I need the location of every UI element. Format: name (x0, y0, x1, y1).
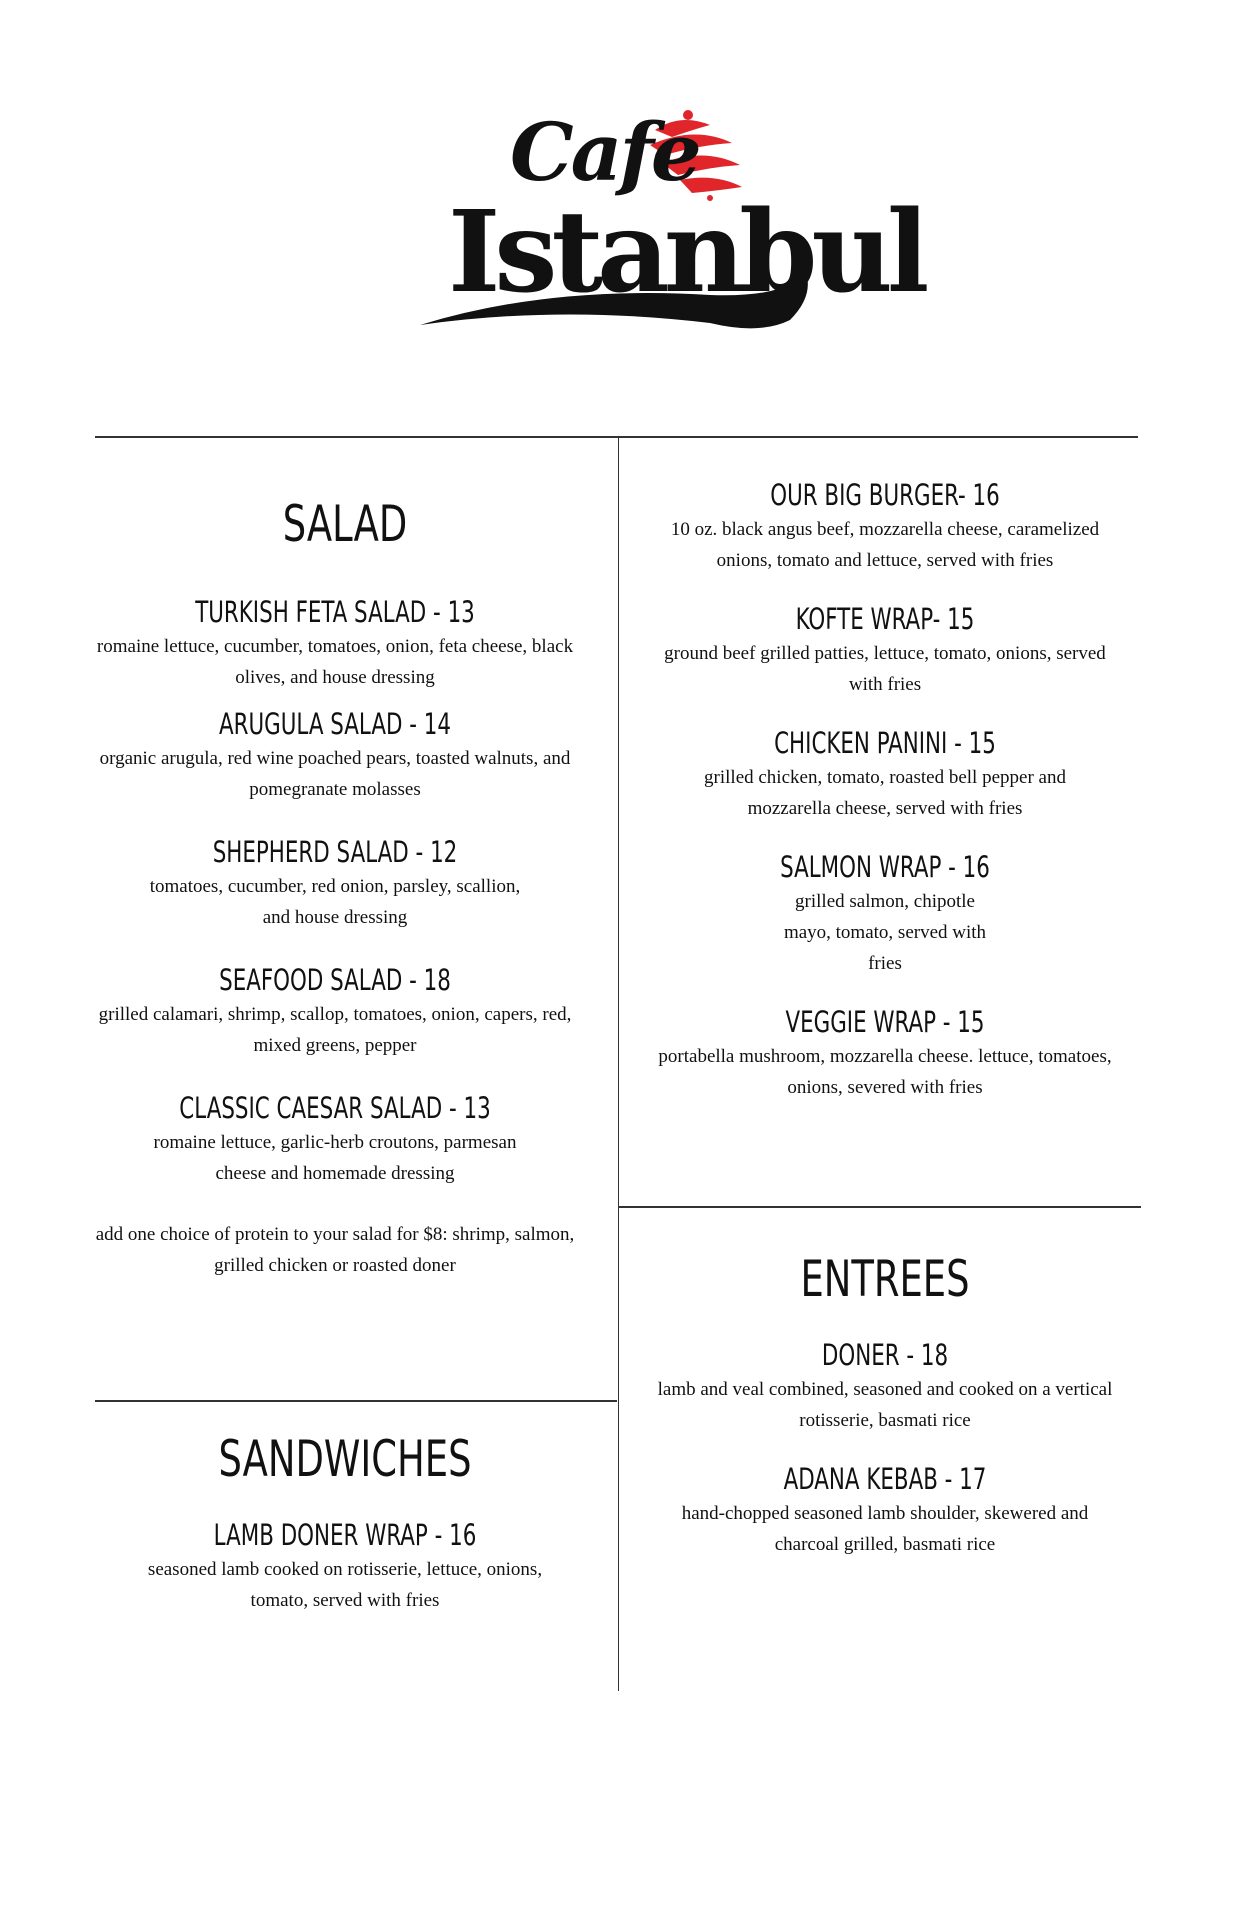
item-name: VEGGIE WRAP - 15 (785, 1005, 985, 1039)
item-name: ARUGULA SALAD - 14 (218, 707, 452, 741)
logo-text-istanbul: Istanbul (448, 187, 924, 318)
menu-item (650, 478, 1120, 576)
logo-text-cafe: Cafe (510, 105, 699, 199)
item-name: KOFTE WRAP- 15 (795, 602, 975, 636)
item-description: grilled chicken, tomato, roasted bell pepper and mozzarella cheese, served with fries (704, 767, 1066, 819)
item-description: romaine lettuce, cucumber, tomatoes, onion, feta cheese, black olives, and house dressing (96, 636, 574, 688)
item-name: DONER - 18 (821, 1338, 949, 1372)
item-description: lamb and veal combined, seasoned and cooked on a vertical rotisserie, basmati rice (657, 1379, 1113, 1431)
brand-logo (410, 95, 924, 335)
item-name: TURKISH FETA SALAD - 13 (195, 595, 475, 629)
menu-item (650, 1462, 1120, 1560)
entrees-title: ENTREES (800, 1250, 970, 1308)
item-name: CHICKEN PANINI - 15 (774, 726, 996, 760)
item-name: SALMON WRAP - 16 (780, 850, 990, 884)
item-description: romaine lettuce, garlic-herb croutons, parmesan cheese and homemade dressing (153, 1132, 517, 1184)
top-divider (95, 436, 1138, 438)
salad-title: SALAD (282, 495, 408, 553)
menu-item (650, 1005, 1120, 1103)
item-description: tomatoes, cucumber, red onion, parsley, scallion, and house dressing (149, 876, 521, 928)
sandwiches-section (105, 1430, 585, 1616)
salad-sandwich-divider (95, 1400, 617, 1402)
menu-item (650, 850, 1120, 979)
sandwiches-title: SANDWICHES (218, 1430, 472, 1488)
menu-item (95, 1091, 575, 1189)
menu-item (95, 963, 575, 1061)
item-description: hand-chopped seasoned lamb shoulder, skewered and charcoal grilled, basmati rice (681, 1503, 1089, 1555)
item-description: grilled calamari, shrimp, scallop, tomatoes, onion, capers, red, mixed greens, pepper (98, 1004, 572, 1056)
menu-item (95, 835, 575, 933)
item-name: CLASSIC CAESAR SALAD - 13 (179, 1091, 491, 1125)
right-entrees-divider (619, 1206, 1141, 1208)
salad-section (95, 495, 575, 1281)
menu-item (650, 726, 1120, 824)
item-description: 10 oz. black angus beef, mozzarella cheese, caramelized onions, tomato and lettuce, served with fries (670, 519, 1100, 571)
menu-item (95, 707, 575, 805)
menu-item (650, 602, 1120, 700)
item-description: seasoned lamb cooked on rotisserie, lettuce, onions, tomato, served with fries (147, 1559, 543, 1611)
item-description: grilled salmon, chipotle mayo, tomato, served with fries (783, 891, 987, 974)
column-divider (618, 436, 619, 1691)
menu-item (650, 1338, 1120, 1436)
item-description: ground beef grilled patties, lettuce, tomato, onions, served with fries (664, 643, 1106, 695)
item-description: organic arugula, red wine poached pears, toasted walnuts, and pomegranate molasses (99, 748, 571, 800)
entrees-section (650, 1250, 1120, 1560)
menu-item (95, 595, 575, 693)
menu-item (105, 1518, 585, 1616)
protein-note: add one choice of protein to your salad for $8: shrimp, salmon, grilled chicken or roasted doner (95, 1224, 575, 1276)
item-name: LAMB DONER WRAP - 16 (213, 1518, 477, 1552)
item-name: SEAFOOD SALAD - 18 (219, 963, 451, 997)
item-description: portabella mushroom, mozzarella cheese. lettuce, tomatoes, onions, severed with fries (658, 1046, 1112, 1098)
item-name: SHEPHERD SALAD - 12 (212, 835, 458, 869)
item-name: ADANA KEBAB - 17 (783, 1462, 987, 1496)
sandwiches-continued (650, 478, 1120, 1103)
item-name: OUR BIG BURGER- 16 (770, 478, 1000, 512)
